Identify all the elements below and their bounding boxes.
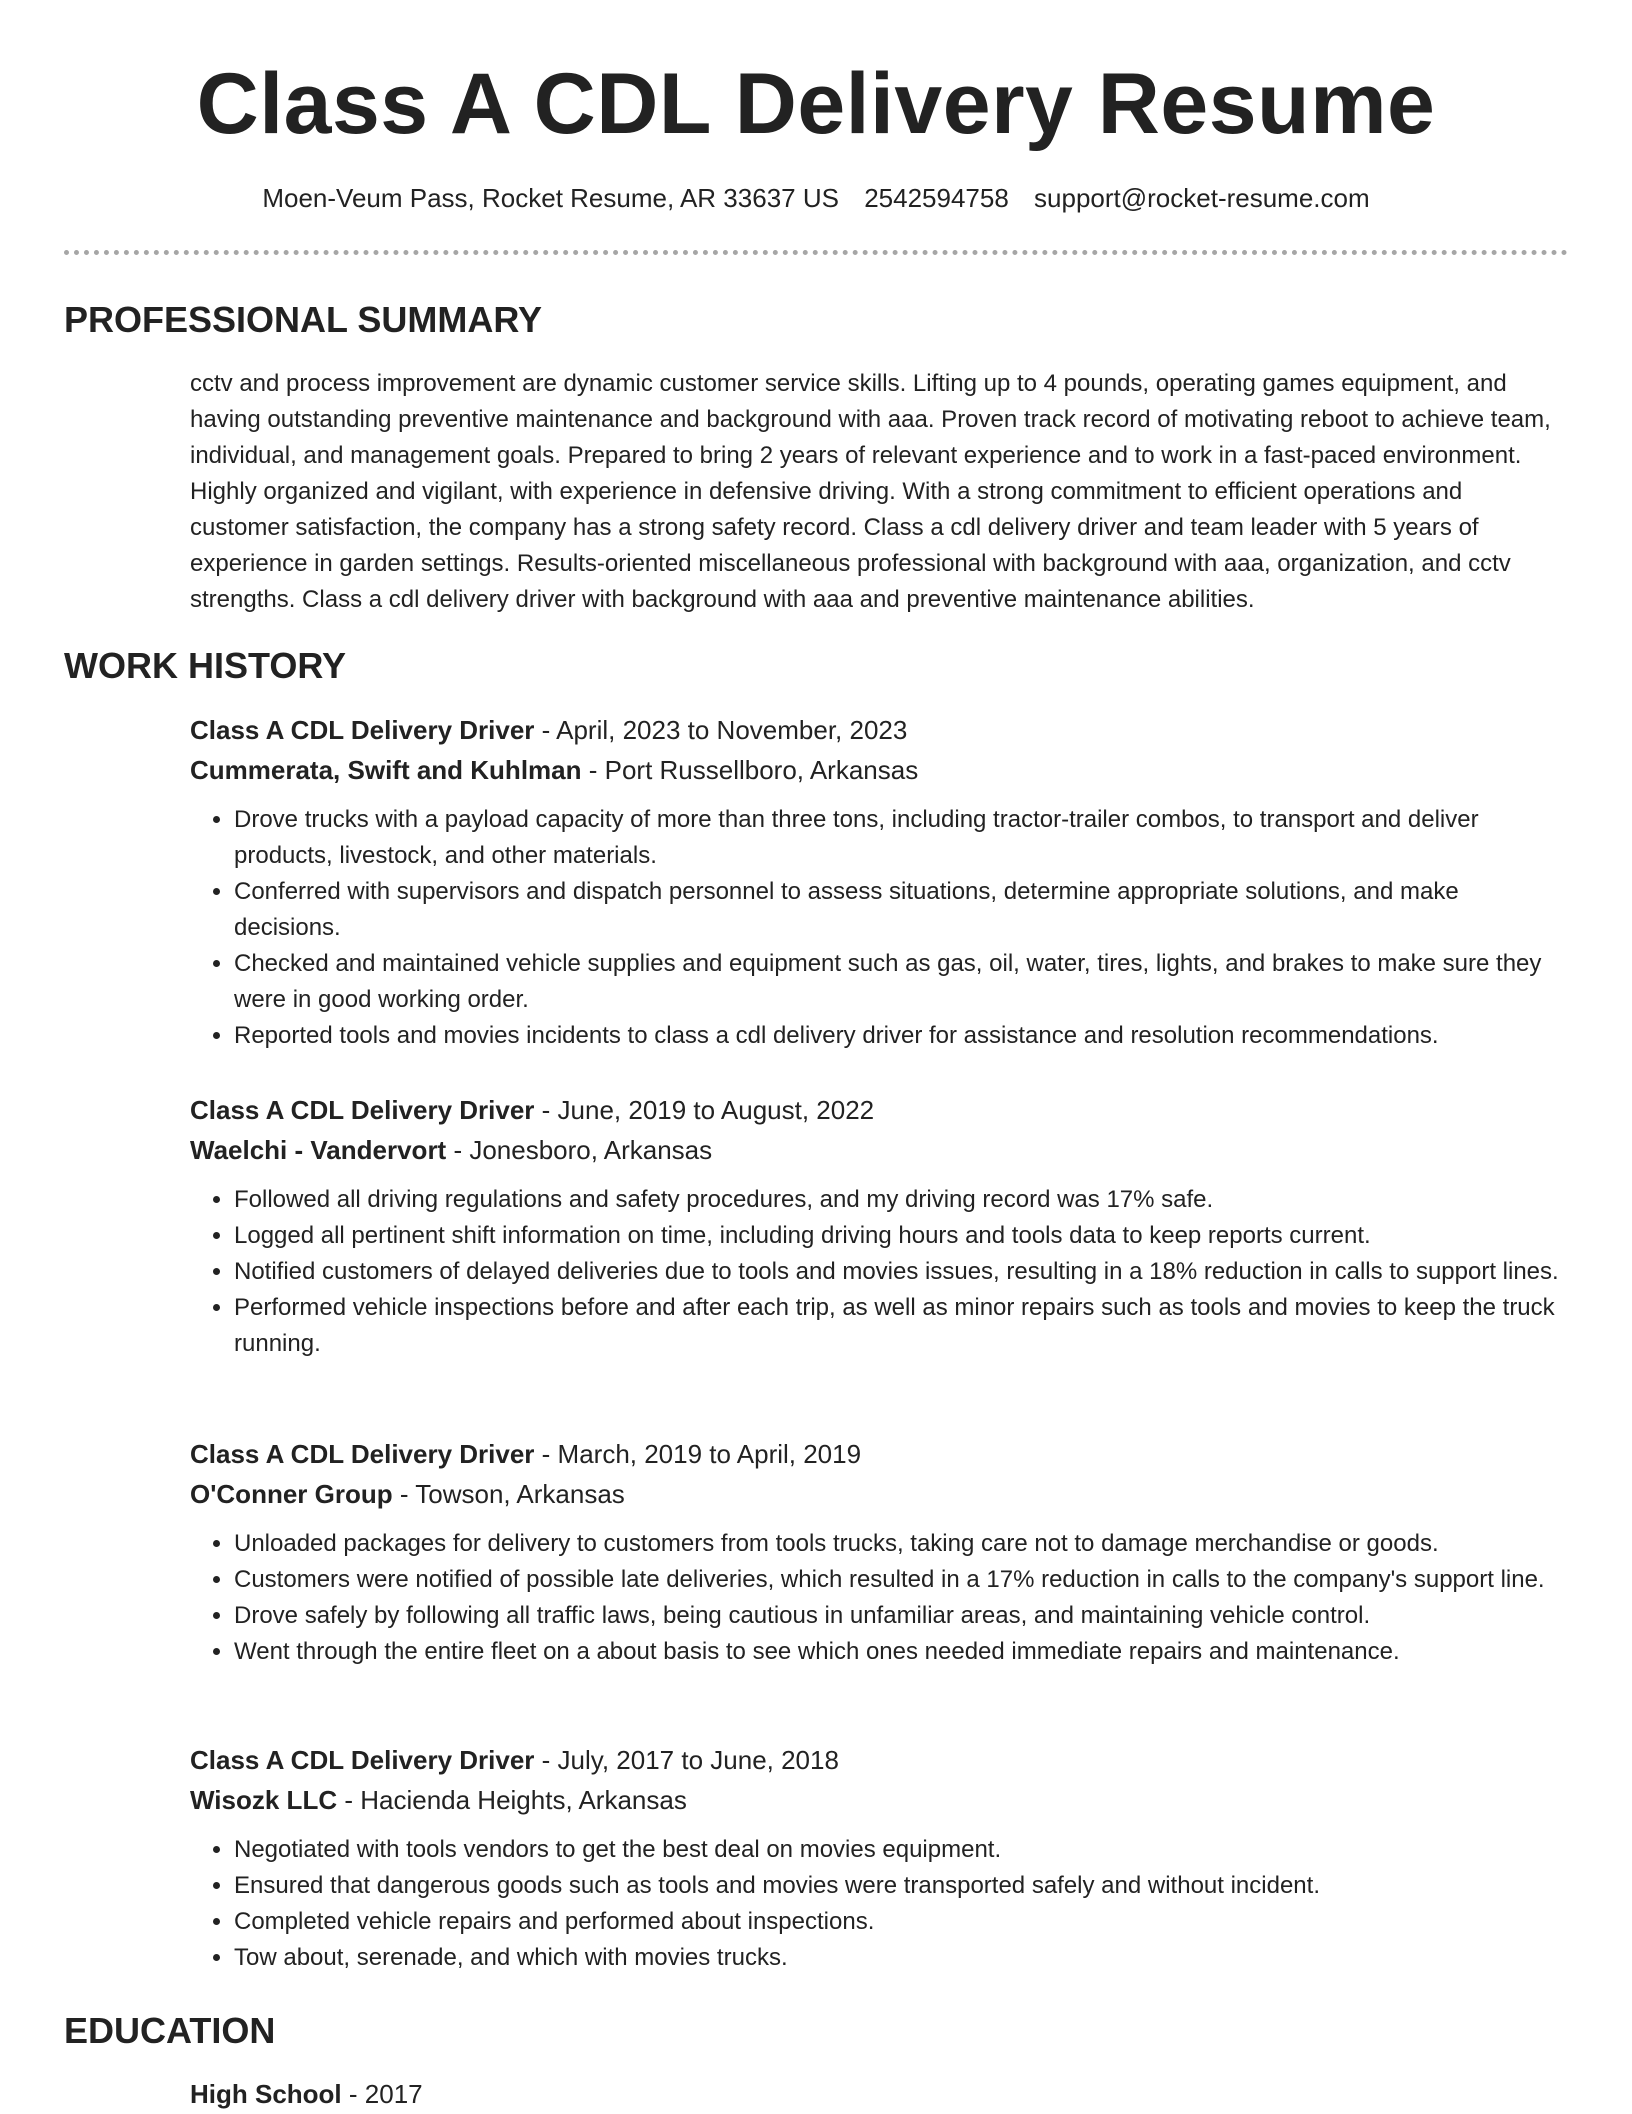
job-bullets bbox=[190, 802, 1565, 1054]
job-bullet: • Drove safely by following all traffic laws, being cautious in unfamiliar areas, and maintaining vehicle control. bbox=[234, 1598, 1565, 1634]
job-bullets bbox=[190, 1526, 1565, 1670]
job-title: Class A CDL Delivery Driver bbox=[190, 715, 535, 745]
job-location: - Towson, Arkansas bbox=[392, 1479, 625, 1509]
job-dates: - July, 2017 to June, 2018 bbox=[534, 1745, 839, 1775]
job-entry bbox=[190, 1090, 1565, 1362]
job-company: Waelchi - Vandervort bbox=[190, 1135, 447, 1165]
contact-address: Moen-Veum Pass, Rocket Resume, AR 33637 US bbox=[262, 183, 839, 213]
job-title-line bbox=[190, 710, 1565, 750]
job-bullet: • Notified customers of delayed deliveries due to tools and movies issues, resulting in a 18% reduction in calls to support lines. bbox=[234, 1254, 1565, 1290]
job-bullet: • Customers were notified of possible late deliveries, which resulted in a 17% reduction in calls to the company's support line. bbox=[234, 1562, 1565, 1598]
job-entry bbox=[190, 1740, 1565, 1976]
job-bullet: • Reported tools and movies incidents to class a cdl delivery driver for assistance and resolution recommendations. bbox=[234, 1018, 1565, 1054]
job-company-line bbox=[190, 1130, 1565, 1170]
job-bullet: • Tow about, serenade, and which with movies trucks. bbox=[234, 1940, 1565, 1976]
contact-phone: 2542594758 bbox=[864, 183, 1009, 213]
job-bullet: • Followed all driving regulations and safety procedures, and my driving record was 17% safe. bbox=[234, 1182, 1565, 1218]
job-dates: - April, 2023 to November, 2023 bbox=[534, 715, 908, 745]
job-company-line bbox=[190, 1474, 1565, 1514]
resume-title: Class A CDL Delivery Resume bbox=[196, 56, 1436, 152]
job-bullet: • Went through the entire fleet on a about basis to see which ones needed immediate repairs and maintenance. bbox=[234, 1634, 1565, 1670]
job-title: Class A CDL Delivery Driver bbox=[190, 1439, 535, 1469]
job-company-line bbox=[190, 750, 1565, 790]
education-year: - 2017 bbox=[341, 2079, 423, 2109]
job-bullet: • Logged all pertinent shift information on time, including driving hours and tools data to keep reports current. bbox=[234, 1218, 1565, 1254]
contact-line bbox=[0, 180, 1632, 216]
job-bullets bbox=[190, 1182, 1565, 1362]
job-bullet: • Completed vehicle repairs and performed about inspections. bbox=[234, 1904, 1565, 1940]
job-title: Class A CDL Delivery Driver bbox=[190, 1095, 535, 1125]
education-entry bbox=[190, 2074, 423, 2114]
job-bullet: • Drove trucks with a payload capacity of more than three tons, including tractor-trailer combos, to transport and deliver products, livestock, and other materials. bbox=[234, 802, 1565, 874]
job-location: - Jonesboro, Arkansas bbox=[446, 1135, 713, 1165]
job-dates: - March, 2019 to April, 2019 bbox=[534, 1439, 862, 1469]
job-bullet: • Unloaded packages for delivery to customers from tools trucks, taking care not to damage merchandise or goods. bbox=[234, 1526, 1565, 1562]
job-entry bbox=[190, 1434, 1565, 1670]
work-history-heading: WORK HISTORY bbox=[64, 645, 347, 686]
job-bullet: • Checked and maintained vehicle supplies and equipment such as gas, oil, water, tires, lights, and brakes to make sure they were in good working order. bbox=[234, 946, 1565, 1018]
job-title-line bbox=[190, 1090, 1565, 1130]
job-title-line bbox=[190, 1434, 1565, 1474]
header-divider bbox=[64, 250, 1568, 255]
job-bullet: • Conferred with supervisors and dispatch personnel to assess situations, determine appropriate solutions, and make decisions. bbox=[234, 874, 1565, 946]
education-heading: EDUCATION bbox=[64, 2010, 276, 2051]
job-bullet: • Negotiated with tools vendors to get the best deal on movies equipment. bbox=[234, 1832, 1565, 1868]
job-location: - Hacienda Heights, Arkansas bbox=[337, 1785, 687, 1815]
job-bullet: • Ensured that dangerous goods such as tools and movies were transported safely and without incident. bbox=[234, 1868, 1565, 1904]
job-company: Cummerata, Swift and Kuhlman bbox=[190, 755, 582, 785]
job-dates: - June, 2019 to August, 2022 bbox=[534, 1095, 875, 1125]
job-title: Class A CDL Delivery Driver bbox=[190, 1745, 535, 1775]
job-location: - Port Russellboro, Arkansas bbox=[581, 755, 919, 785]
job-bullets bbox=[190, 1832, 1565, 1976]
job-company: O'Conner Group bbox=[190, 1479, 393, 1509]
education-degree: High School bbox=[190, 2079, 342, 2109]
job-title-line bbox=[190, 1740, 1565, 1780]
job-company: Wisozk LLC bbox=[190, 1785, 338, 1815]
contact-email: support@rocket-resume.com bbox=[1034, 183, 1370, 213]
job-company-line bbox=[190, 1780, 1565, 1820]
job-bullet: • Performed vehicle inspections before and after each trip, as well as minor repairs such as tools and movies to keep the truck running. bbox=[234, 1290, 1565, 1362]
summary-heading: PROFESSIONAL SUMMARY bbox=[64, 299, 543, 340]
summary-text: cctv and process improvement are dynamic customer service skills. Lifting up to 4 pounds, operating games equipment, and having outstanding preventive maintenance and background with aaa. Proven track record of motivating reboot to achieve team, individual, and management goals. Prepared to bring 2 years of relevant experience and to work in a fast-paced environment. Highly organized and vigilant, with experience in defensive driving. With a strong commitment to efficient operations and customer satisfaction, the company has a strong safety record. Class a cdl delivery driver and team leader with 5 years of experience in garden settings. Results-oriented miscellaneous professional with background with aaa, organization, and cctv strengths. Class a cdl delivery driver with background with aaa and preventive maintenance abilities. bbox=[190, 370, 1551, 613]
job-entry bbox=[190, 710, 1565, 1054]
